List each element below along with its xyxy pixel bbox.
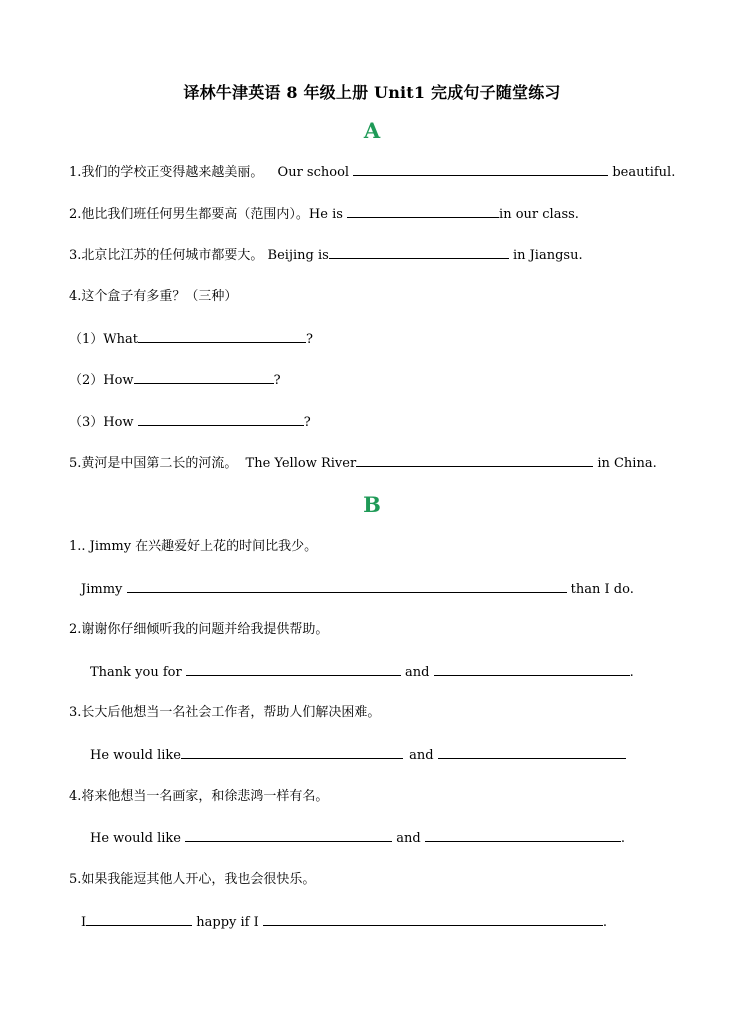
answer-blank[interactable] [356,454,593,467]
question-lead: （3）How [69,415,134,430]
question-b3 [69,704,380,722]
question-a1 [69,163,675,182]
answer-blank[interactable] [134,371,274,384]
section-b-heading: B [363,492,381,517]
question-tail: . [620,831,626,846]
question-lead: Beijing is [267,248,329,263]
question-b2 [69,621,328,639]
question-lead: （2）How [69,373,134,388]
question-b5-answer [81,913,607,932]
question-lead: Jimmy [81,582,123,597]
answer-blank[interactable] [127,580,567,593]
question-tail: ? [303,415,311,430]
question-prompt: 1.我们的学校正变得越来越美丽。 [69,165,264,180]
question-a4 [69,288,237,306]
question-tail: than I do. [570,582,634,597]
question-tail: beautiful. [612,165,676,180]
question-tail: ? [305,332,313,347]
page-title: 译林牛津英语 8 年级上册 Unit1 完成句子随堂练习 [183,83,561,102]
question-a2 [69,205,579,224]
answer-blank[interactable] [438,746,626,759]
question-lead: He would like [90,831,181,846]
question-a3 [69,246,583,265]
question-connector: and [396,831,421,846]
question-tail: in China. [597,456,657,471]
answer-blank[interactable] [425,829,621,842]
answer-blank[interactable] [347,205,499,218]
question-b4 [69,788,328,806]
question-prompt: 1.. Jimmy 在兴趣爱好上花的时间比我少。 [69,539,318,554]
question-lead: The Yellow River [245,456,357,471]
answer-blank[interactable] [86,913,192,926]
question-a4-2 [69,371,281,390]
question-tail: in Jiangsu. [512,248,583,263]
question-prompt: 2.他比我们班任何男生都要高（范围内）。 [69,207,309,222]
answer-blank[interactable] [353,163,608,176]
answer-blank[interactable] [263,913,603,926]
answer-blank[interactable] [329,246,509,259]
question-tail: in our class. [499,207,579,222]
question-tail: . [602,915,608,930]
answer-blank[interactable] [138,330,306,343]
answer-blank[interactable] [186,663,401,676]
question-a4-3 [69,413,311,432]
question-b1 [69,538,317,556]
question-lead: I [81,915,87,930]
answer-blank[interactable] [185,829,392,842]
question-prompt: 3.北京比江苏的任何城市都要大。 [69,248,264,263]
question-tail: . [629,665,634,680]
question-b2-answer [90,663,634,682]
question-a5 [69,454,657,473]
question-lead: Our school [277,165,350,180]
answer-blank[interactable] [181,746,403,759]
question-prompt: 5.黄河是中国第二长的河流。 [69,456,238,471]
question-b3-answer [90,746,626,765]
question-b5 [69,871,315,889]
question-lead: He would like [90,748,181,763]
question-a4-1 [69,330,313,349]
answer-blank[interactable] [434,663,630,676]
question-lead: （1）What [69,332,138,347]
question-prompt: 4.这个盒子有多重？（三种） [69,289,238,304]
question-b4-answer [90,829,625,848]
question-lead: Thank you for [90,665,182,680]
answer-blank[interactable] [138,413,304,426]
section-a-heading: A [363,118,381,143]
question-connector: happy if I [196,915,259,930]
question-prompt: 4.将来他想当一名画家，和徐悲鸿一样有名。 [69,789,329,804]
question-prompt: 2.谢谢你仔细倾听我的问题并给我提供帮助。 [69,622,329,637]
question-prompt: 3.长大后他想当一名社会工作者，帮助人们解决困难。 [69,705,381,720]
question-tail: ? [273,373,281,388]
question-prompt: 5.如果我能逗其他人开心，我也会很快乐。 [69,872,316,887]
question-connector: and [405,665,430,680]
question-lead: He is [308,207,343,222]
question-b1-answer [81,580,634,599]
question-connector: and [409,748,434,763]
